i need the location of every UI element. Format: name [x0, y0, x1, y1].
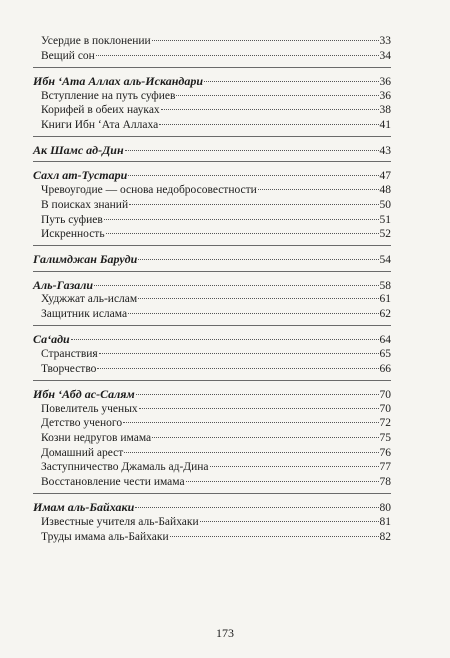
entry-title: Заступничество Джамаль ад-Дина	[41, 461, 209, 474]
dot-leader	[176, 95, 378, 96]
entry-page-number: 43	[379, 145, 391, 158]
dot-leader	[186, 481, 379, 482]
entry-page-number: 65	[379, 347, 391, 360]
entry-page-number: 78	[379, 476, 391, 488]
dot-leader	[97, 368, 378, 369]
entry-title: Галимджан Баруди	[33, 252, 138, 267]
toc-subsection-entry	[41, 183, 391, 197]
dot-leader	[106, 233, 379, 234]
entry-title: В поисках знаний	[41, 198, 129, 211]
entry-page-number: 70	[379, 388, 391, 401]
entry-page-number: 51	[379, 213, 391, 226]
toc-subsection-entry	[41, 292, 391, 306]
entry-page-number: 52	[379, 228, 391, 241]
section-divider	[33, 325, 391, 326]
entry-page-number: 62	[379, 308, 391, 320]
entry-page-number: 72	[379, 417, 391, 430]
entry-title: Вещий сон	[41, 49, 95, 62]
toc-subsection-entry	[41, 49, 391, 63]
entry-title: Аль-Газали	[33, 277, 94, 292]
toc-chapter-entry	[33, 332, 391, 347]
entry-page-number: 77	[379, 461, 391, 474]
toc-subsection-entry	[41, 530, 391, 544]
dot-leader	[258, 189, 379, 190]
dot-leader	[170, 536, 379, 537]
entry-page-number: 76	[379, 446, 391, 459]
dot-leader	[204, 81, 378, 82]
toc-subsection-entry	[41, 515, 391, 529]
toc-subsection-entry	[41, 460, 391, 474]
toc-subsection-entry	[41, 402, 391, 416]
dot-leader	[161, 109, 379, 110]
entry-page-number: 80	[379, 502, 391, 515]
toc-subsection-entry	[41, 307, 391, 321]
entry-title: Известные учителя аль-Байхаки	[41, 515, 199, 528]
entry-page-number: 81	[379, 515, 391, 528]
entry-title: Са‘ади	[33, 332, 70, 347]
entry-title: Домашний арест	[41, 446, 124, 459]
entry-page-number: 75	[379, 431, 391, 444]
dot-leader	[125, 150, 379, 151]
dot-leader	[128, 313, 378, 314]
section-divider	[33, 161, 391, 162]
entry-title: Ибн ‘Абд ас-Салям	[33, 386, 135, 401]
entry-page-number: 61	[379, 293, 391, 306]
entry-page-number: 70	[379, 402, 391, 415]
dot-leader	[139, 408, 379, 409]
toc-subsection-entry	[41, 446, 391, 460]
toc-subsection-entry	[41, 198, 391, 212]
entry-page-number: 50	[379, 198, 391, 211]
toc-chapter-entry	[33, 278, 391, 293]
entry-title: Творчество	[41, 362, 97, 375]
toc-subsection-entry	[41, 34, 391, 48]
entry-title: Чревоугодие — основа недобросовестности	[41, 184, 257, 197]
section-divider	[33, 493, 391, 494]
toc-chapter-entry	[33, 252, 391, 267]
entry-title: Ак Шамс ад-Дин	[33, 143, 124, 158]
entry-page-number: 36	[379, 89, 391, 102]
dot-leader	[200, 521, 379, 522]
toc-subsection-entry	[41, 362, 391, 376]
entry-title: Вступление на путь суфиев	[41, 89, 176, 102]
section-divider	[33, 245, 391, 246]
entry-page-number: 66	[379, 362, 391, 375]
toc-subsection-entry	[41, 89, 391, 103]
entry-title: Восстановление чести имама	[41, 476, 185, 488]
dot-leader	[104, 219, 379, 220]
dot-leader	[136, 394, 379, 395]
dot-leader	[94, 285, 378, 286]
entry-title: Ибн ‘Ата Аллах аль-Искандари	[33, 73, 204, 88]
toc-chapter-entry	[33, 143, 391, 158]
toc-subsection-entry	[41, 227, 391, 241]
entry-page-number: 82	[379, 530, 391, 543]
entry-page-number: 41	[379, 119, 391, 131]
entry-title: Повелитель ученых	[41, 402, 138, 415]
entry-title: Детство ученого	[41, 417, 123, 430]
toc-chapter-entry	[33, 168, 391, 183]
entry-title: Корифей в обеих науках	[41, 104, 160, 117]
toc-chapter-entry	[33, 74, 391, 89]
entry-title: Книги Ибн ‘Ата Аллаха	[41, 119, 159, 131]
toc-subsection-entry	[41, 475, 391, 489]
dot-leader	[124, 452, 378, 453]
entry-page-number: 34	[379, 49, 391, 62]
toc-subsection-entry	[41, 118, 391, 132]
section-divider	[33, 380, 391, 381]
toc-subsection-entry	[41, 416, 391, 430]
entry-title: Сахл ат-Тустари	[33, 168, 128, 183]
dot-leader	[138, 259, 378, 260]
dot-leader	[128, 175, 378, 176]
section-divider	[33, 271, 391, 272]
entry-title: Труды имама аль-Байхаки	[41, 530, 169, 543]
entry-page-number: 58	[379, 279, 391, 292]
section-divider	[33, 67, 391, 68]
entry-title: Имам аль-Байхаки	[33, 500, 135, 515]
dot-leader	[99, 353, 379, 354]
dot-leader	[71, 339, 379, 340]
dot-leader	[135, 507, 378, 508]
toc-chapter-entry	[33, 387, 391, 402]
entry-page-number: 33	[379, 35, 391, 47]
entry-title: Козни недругов имама	[41, 431, 152, 444]
entry-title: Усердие в поклонении	[41, 35, 151, 47]
entry-page-number: 54	[379, 254, 391, 267]
toc-subsection-entry	[41, 431, 391, 445]
page-number: 173	[216, 626, 234, 640]
section-divider	[33, 136, 391, 137]
entry-title: Путь суфиев	[41, 213, 103, 226]
toc-subsection-entry	[41, 213, 391, 227]
entry-title: Странствия	[41, 347, 98, 360]
toc-subsection-entry	[41, 103, 391, 117]
entry-page-number: 38	[379, 104, 391, 117]
dot-leader	[138, 298, 378, 299]
entry-page-number: 36	[379, 75, 391, 88]
dot-leader	[123, 422, 378, 423]
dot-leader	[129, 204, 378, 205]
dot-leader	[159, 124, 378, 125]
entry-page-number: 47	[379, 170, 391, 183]
toc-subsection-entry	[41, 347, 391, 361]
entry-page-number: 48	[379, 184, 391, 197]
toc-chapter-entry	[33, 500, 391, 515]
entry-title: Защитник ислама	[41, 308, 128, 320]
entry-page-number: 64	[379, 334, 391, 347]
entry-title: Искренность	[41, 228, 105, 241]
dot-leader	[152, 437, 378, 438]
entry-title: Худжжат аль-ислам	[41, 293, 138, 306]
dot-leader	[210, 466, 379, 467]
dot-leader	[96, 55, 379, 56]
dot-leader	[152, 40, 379, 41]
